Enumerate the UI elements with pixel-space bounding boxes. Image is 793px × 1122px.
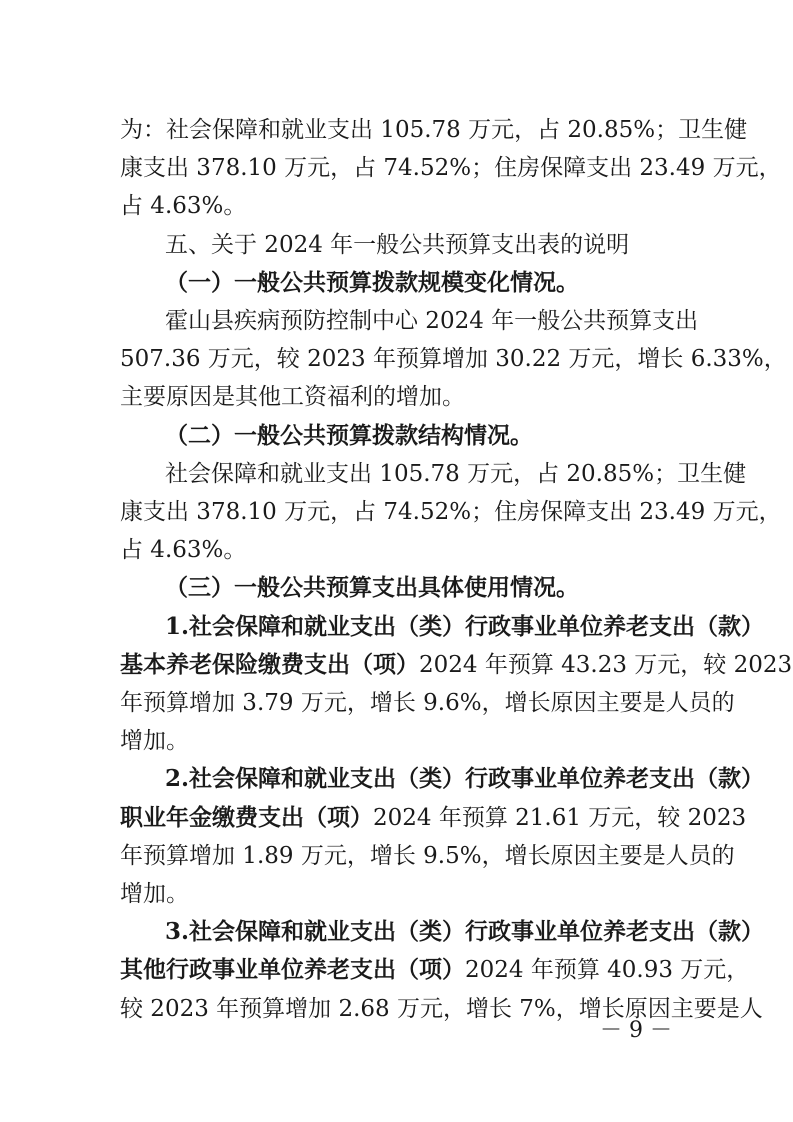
paragraph-line: 占 4.63%。 [120, 193, 247, 219]
item-title-continuation: 其他行政事业单位养老支出（项） [120, 956, 465, 983]
mixed-line [120, 801, 747, 835]
paragraph-line: 增加。 [120, 728, 189, 754]
subsection-heading: （二）一般公共预算拨款结构情况。 [165, 422, 533, 449]
paragraph-line: 增加。 [120, 881, 189, 907]
subsection-heading: （一）一般公共预算拨款规模变化情况。 [165, 269, 579, 296]
paragraph-line: 主要原因是其他工资福利的增加。 [120, 384, 465, 410]
item-heading: 3.社会保障和就业支出（类）行政事业单位养老支出（款） [165, 918, 765, 945]
item-heading: 2.社会保障和就业支出（类）行政事业单位养老支出（款） [165, 765, 765, 792]
item-title-continuation: 基本养老保险缴费支出（项） [120, 651, 419, 678]
paragraph-line: 康支出 378.10 万元，占 74.52%；住房保障支出 23.49 万元， [120, 499, 782, 525]
paragraph-line: 为：社会保障和就业支出 105.78 万元，占 20.85%；卫生健 [120, 117, 748, 143]
subsection-heading: （三）一般公共预算支出具体使用情况。 [165, 574, 579, 601]
paragraph-line: 社会保障和就业支出 105.78 万元，占 20.85%；卫生健 [165, 461, 747, 487]
item-amount-text: 2024 年预算 43.23 万元，较 2023 [419, 652, 793, 678]
paragraph-line: 康支出 378.10 万元，占 74.52%；住房保障支出 23.49 万元， [120, 155, 782, 181]
paragraph-line: 507.36 万元，较 2023 年预算增加 30.22 万元，增长 6.33%， [120, 346, 787, 372]
section-heading: 五、关于 2024 年一般公共预算支出表的说明 [165, 232, 630, 258]
item-title-continuation: 职业年金缴费支出（项） [120, 804, 373, 831]
mixed-line [120, 953, 750, 987]
paragraph-line: 较 2023 年预算增加 2.68 万元，增长 7%，增长原因主要是人 [120, 996, 763, 1022]
item-amount-text: 2024 年预算 21.61 万元，较 2023 [373, 805, 747, 831]
paragraph-line: 年预算增加 1.89 万元，增长 9.5%，增长原因主要是人员的 [120, 843, 735, 869]
paragraph-line: 占 4.63%。 [120, 537, 247, 563]
item-heading: 1.社会保障和就业支出（类）行政事业单位养老支出（款） [165, 613, 765, 640]
mixed-line [120, 648, 793, 682]
paragraph-line: 霍山县疾病预防控制中心 2024 年一般公共预算支出 [165, 308, 699, 334]
item-amount-text: 2024 年预算 40.93 万元， [465, 957, 750, 983]
paragraph-line: 年预算增加 3.79 万元，增长 9.6%，增长原因主要是人员的 [120, 690, 735, 716]
page-number: － 9 － [600, 1018, 672, 1043]
